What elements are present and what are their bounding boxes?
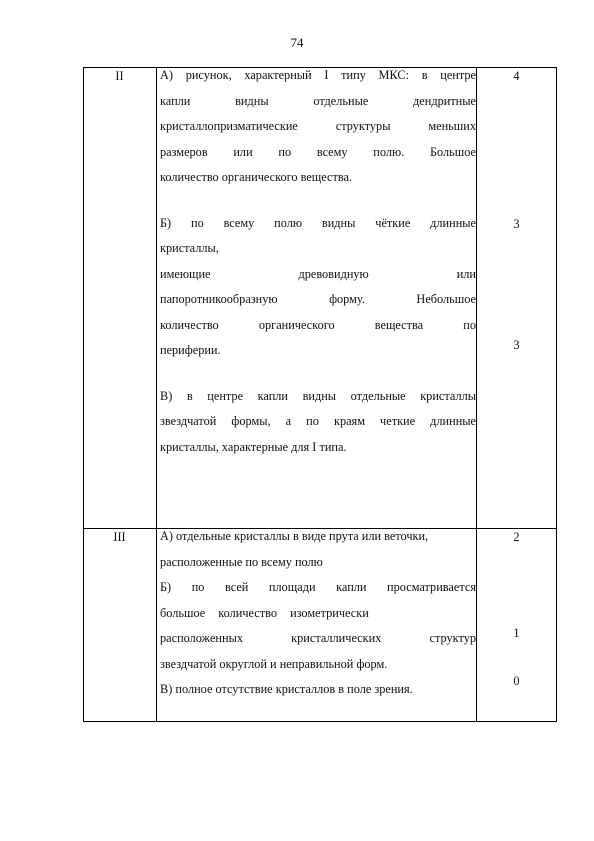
- text-line: звездчатой округлой и неправильной форм.: [160, 656, 388, 671]
- text-line: расположенные по всему полю: [160, 554, 323, 569]
- criteria-table: [83, 67, 557, 722]
- score-value: 1: [513, 626, 520, 640]
- text-line: Б) по всему полю видны чёткие длинные: [160, 215, 476, 230]
- score-value: 2: [513, 530, 520, 544]
- text-line: А) рисунок, характерный I типу МКС: в центре: [160, 68, 476, 82]
- text-line: капли видны отдельные дендритные: [160, 93, 476, 108]
- text-line: В) полное отсутствие кристаллов в поле зрения.: [160, 682, 413, 696]
- text-line: расположенных кристаллических структур: [160, 631, 476, 645]
- table-left-border: [83, 67, 84, 722]
- table-bottom-border: [83, 721, 557, 722]
- text-line: кристаллы, характерные для I типа.: [160, 439, 347, 454]
- group-label-iii: III: [113, 530, 126, 544]
- text-line: Б) по всей площади капли просматривается: [160, 580, 476, 594]
- text-line: имеющие древовидную или: [160, 266, 476, 281]
- text-line: количество органического вещества.: [160, 170, 353, 184]
- text-line: периферии.: [160, 343, 221, 357]
- column-separator-1: [156, 67, 157, 722]
- group-label-ii: II: [115, 69, 124, 83]
- text-line: папоротникообразную форму. Небольшое: [160, 292, 476, 306]
- text-line: количество органического вещества по: [160, 317, 476, 332]
- score-value: 3: [513, 217, 520, 231]
- text-line: А) отдельные кристаллы в виде прута или веточки,: [160, 529, 429, 543]
- text-line: большое количество изометрически: [160, 605, 369, 620]
- score-value: 3: [513, 338, 520, 352]
- score-value: 4: [513, 69, 520, 83]
- column-separator-2: [476, 67, 477, 722]
- text-line: размеров или по всему полю. Большое: [160, 144, 476, 159]
- text-line: кристаллопризматические структуры меньших: [160, 119, 476, 133]
- page-number: 74: [290, 35, 304, 50]
- description-cell-iii: [160, 524, 476, 703]
- text-line: кристаллы,: [160, 241, 219, 255]
- text-line: В) в центре капли видны отдельные кристаллы: [160, 388, 476, 403]
- description-cell-ii: [160, 63, 476, 460]
- score-value: 0: [513, 674, 520, 688]
- table-right-border: [556, 67, 557, 722]
- text-line: звездчатой формы, а по краям четкие длинные: [160, 414, 476, 428]
